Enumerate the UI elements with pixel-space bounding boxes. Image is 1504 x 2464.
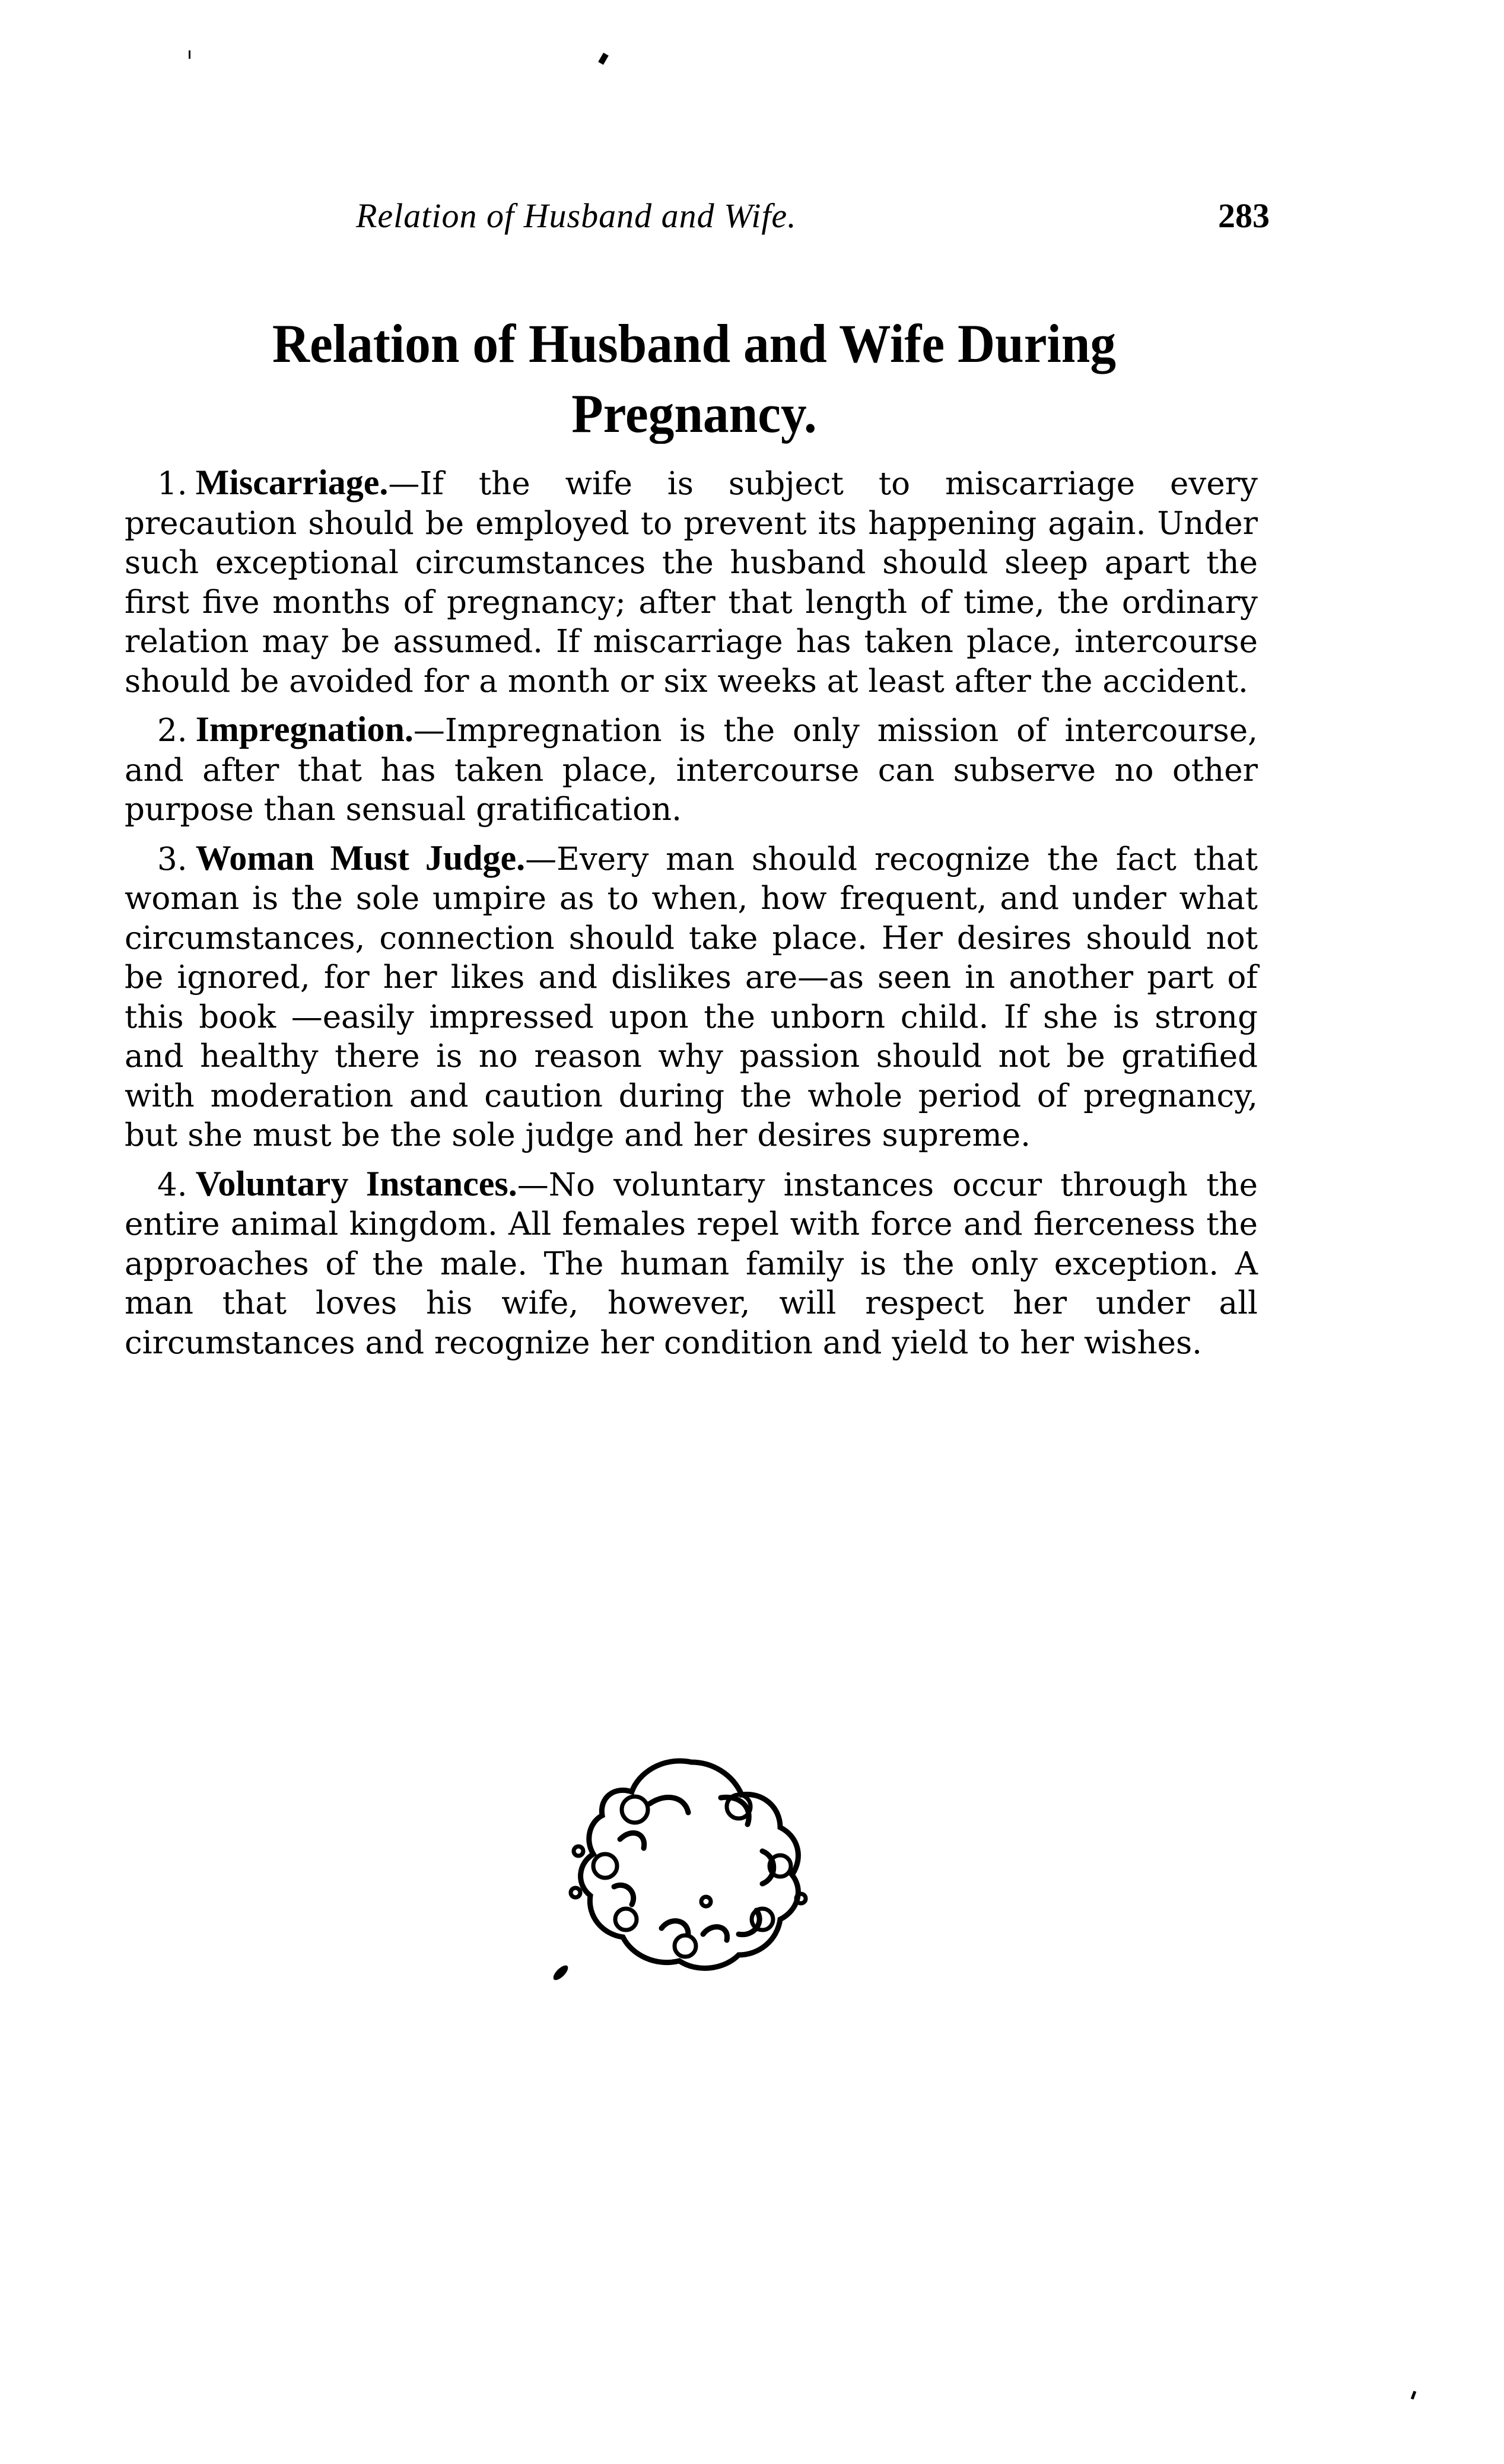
section-woman-must-judge [125,838,1258,1156]
section-impregnation [125,710,1258,830]
page-number: 283 [1218,196,1270,235]
page-title-line-2: Pregnancy. [571,383,817,444]
section-title: Impregnation. [195,710,414,749]
page-title [153,309,1235,449]
section-number: 3. [157,841,187,877]
body-text [125,463,1258,1371]
floral-wreath-ornament-icon [543,1738,840,1988]
section-voluntary-instances [125,1164,1258,1363]
section-title: Woman Must Judge. [195,838,526,877]
section-number: 4. [157,1166,187,1203]
section-title: Voluntary Instances. [195,1163,517,1203]
section-title: Miscarriage. [195,463,389,502]
running-header [356,196,1270,243]
section-text: —Every man should recognize the fact that woman is the sole umpire as to when, how frequent, and under what circumstances, connection should take place. Her desires should not be ignored, for her likes and dislikes are—as seen in another part of this book —easily impressed upon the unborn child. If she is strong and healthy there is no reason why passion should not be gratified with moderation and caution during the whole period of pregnancy, but she must be the sole judge and her desires supreme. [125,841,1258,1153]
section-text: —Impregnation is the only mission of intercourse, and after that has taken place, intercourse can subserve no other purpose than sensual gratification. [125,713,1258,828]
section-number: 2. [157,713,187,749]
page-title-line-1: Relation of Husband and Wife During [272,313,1117,374]
section-miscarriage [125,463,1258,701]
section-text: —No voluntary instances occur through the entire animal kingdom. All females repel with force and fierceness the approaches of the male. The human family is the only exception. A man that loves his wife, however, will respect her under all circumstances and recognize her condition and yield to her wishes. [125,1166,1258,1361]
section-text: —If the wife is subject to miscarriage every precaution should be employed to prevent its happening again. Under such exceptional circumstances the husband should sleep apart the first five months of pregnancy; after that length of time, the ordinary relation may be assumed. If miscarriage has taken place, intercourse should be avoided for a month or six weeks at least after the accident. [125,466,1258,700]
running-header-title: Relation of Husband and Wife. [356,196,797,235]
section-number: 1. [157,466,187,502]
